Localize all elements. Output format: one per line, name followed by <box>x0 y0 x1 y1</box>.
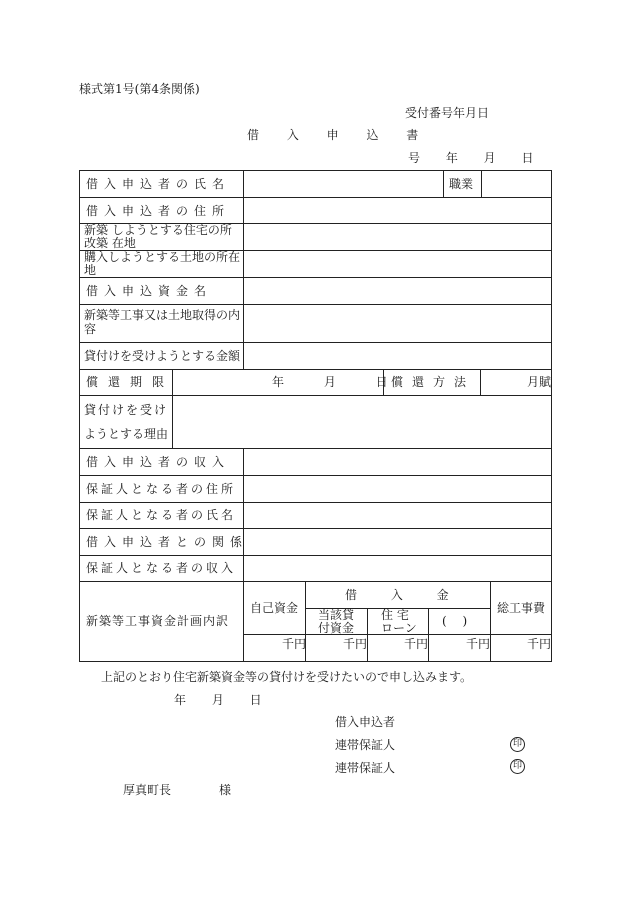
unit-other: 千円 <box>466 637 491 651</box>
repayment-method-label: 償還方法 <box>391 375 476 389</box>
unit-housing-loan: 千円 <box>404 637 429 651</box>
occupation-label: 職業 <box>449 177 474 191</box>
guarantor-income-label: 保証人となる者の収入 <box>86 561 237 575</box>
unit-own-funds: 千円 <box>282 637 307 651</box>
guarantor-name-label: 保証人となる者の氏名 <box>86 508 237 522</box>
page-title: 借 入 申 込 書 <box>247 128 431 142</box>
subsidy-label-line1: 当該貸 <box>318 608 355 622</box>
repayment-period-date: 年 月 日 <box>272 375 388 389</box>
applicant-name-label: 借入申込者の氏名 <box>86 177 231 191</box>
unit-total: 千円 <box>527 637 552 651</box>
reason-label-line1: 貸付けを受け <box>84 403 169 417</box>
application-date: 年 月 日 <box>174 693 262 707</box>
borrowing-label: 借 入 金 <box>345 588 449 602</box>
land-location-label: 購入しようとする土地の所在地 <box>84 250 241 277</box>
applicant-income-label: 借入申込者の収入 <box>86 455 231 469</box>
receipt-label: 受付番号年月日 <box>405 106 490 120</box>
applicant-signature-label: 借入申込者 <box>335 715 396 729</box>
funding-plan-label: 新築等工事資金計画内訳 <box>86 614 230 628</box>
seal-mark-1: 印 <box>510 737 525 752</box>
repayment-method-value: 月賦 <box>527 375 552 389</box>
construction-site-label: 新築 しようとする住宅の所改築 在地 <box>84 223 232 250</box>
subsidy-label-line2: 付資金 <box>318 621 355 635</box>
unit-subsidy: 千円 <box>343 637 368 651</box>
guarantor-address-label: 保証人となる者の住所 <box>86 482 237 496</box>
own-funds-label: 自己資金 <box>250 601 299 615</box>
applicant-address-label: 借入申込者の住所 <box>86 204 231 218</box>
loan-fund-name-label: 借入申込資金名 <box>86 284 213 298</box>
total-cost-label: 総工事費 <box>497 601 546 615</box>
application-statement: 上記のとおり住宅新築資金等の貸付けを受けたいので申し込みます。 <box>101 670 473 684</box>
honorific: 様 <box>219 783 232 797</box>
reason-label-line2: ようとする理由 <box>84 427 169 441</box>
guarantor2-signature-label: 連帯保証人 <box>335 761 396 775</box>
housing-loan-line2: ローン <box>381 621 417 635</box>
loan-amount-label: 貸付けを受けようとする金額 <box>84 349 241 363</box>
form-number: 様式第1号(第4条関係) <box>79 82 200 96</box>
repayment-period-label: 償還期限 <box>86 375 175 389</box>
addressee: 厚真町長 <box>123 783 172 797</box>
number-date: 号 年 月 日 <box>408 151 534 165</box>
relationship-label: 借入申込者との関係 <box>86 535 249 549</box>
construction-content-label: 新築等工事又は土地取得の内容 <box>84 308 241 336</box>
guarantor1-signature-label: 連帯保証人 <box>335 738 396 752</box>
housing-loan-line1: 住 宅 <box>381 608 409 622</box>
seal-mark-2: 印 <box>510 759 525 774</box>
other-paren-label: ( ) <box>442 614 468 628</box>
